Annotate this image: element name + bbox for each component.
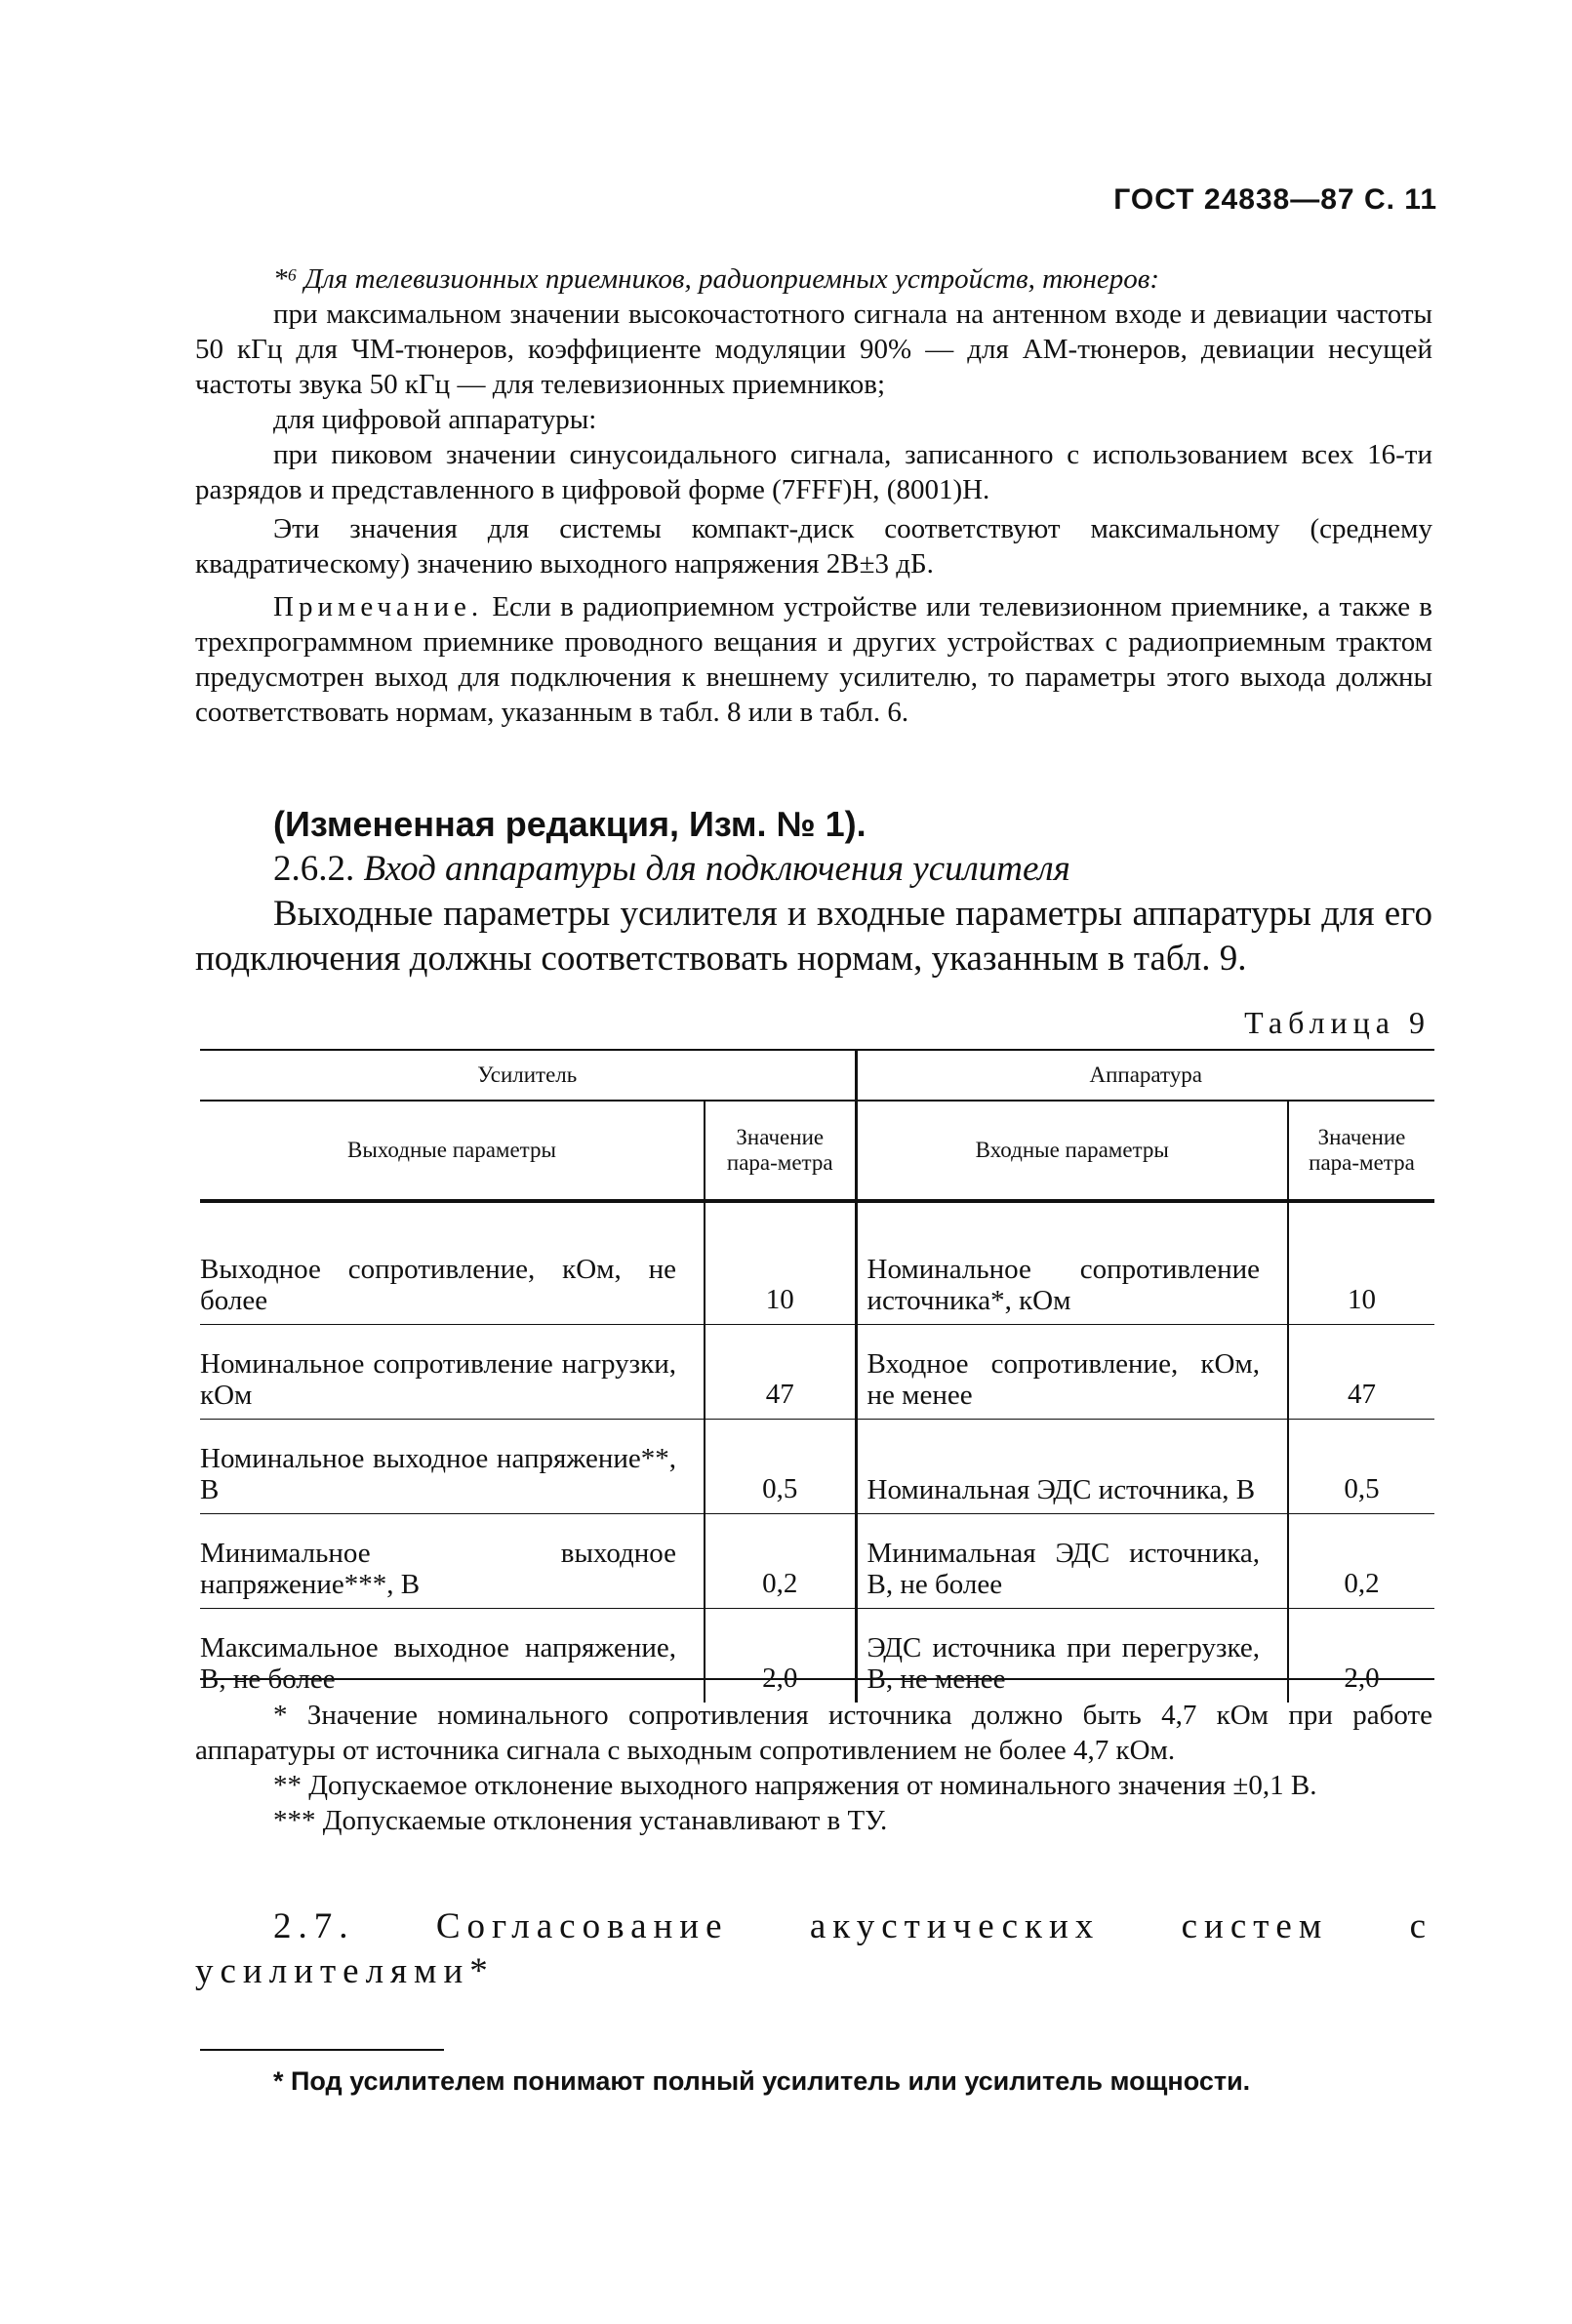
table-row bbox=[200, 1514, 1434, 1609]
note6-paragraph-3: Эти значения для системы компакт-диск соответствуют максимальному (среднему квадратическому) значению выходного напряжения 2B±3 дБ. bbox=[195, 513, 1432, 580]
section-title: Вход аппаратуры для подключения усилителя bbox=[363, 849, 1070, 889]
table-caption: Таблица 9 bbox=[1244, 1005, 1431, 1040]
output-param: Номинальное выходное напряжение**, В bbox=[200, 1420, 705, 1514]
note-paragraph bbox=[195, 589, 1432, 730]
table-row bbox=[200, 1230, 1434, 1325]
footnote-rule bbox=[200, 2049, 444, 2051]
input-value: 2,0 bbox=[1344, 1663, 1380, 1694]
section-block bbox=[195, 802, 1432, 982]
table-row bbox=[200, 1420, 1434, 1514]
table-footnotes bbox=[195, 1698, 1432, 1838]
output-value: 10 bbox=[705, 1230, 856, 1325]
page-header: ГОСТ 24838—87 С. 11 bbox=[1113, 183, 1437, 216]
output-value: 47 bbox=[705, 1325, 856, 1420]
note6-paragraph-2: при пиковом значении синусоидального сигнала, записанного с использованием всех 16-ти разрядов и представленного в цифровой форме (7FFF)H, (8001)H. bbox=[195, 439, 1432, 505]
page-footnote-block bbox=[195, 2064, 1432, 2099]
output-param: Номинальное сопротивление нагрузки, кОм bbox=[200, 1325, 705, 1420]
section-text: Выходные параметры усилителя и входные параметры аппаратуры для его подключения должны соответствовать нормам, указанным в табл. 9. bbox=[195, 894, 1432, 979]
output-param: Выходное сопротивление, кОм, не более bbox=[200, 1230, 705, 1325]
col-header-value-right: Значение пара-метра bbox=[1288, 1101, 1434, 1201]
table-9 bbox=[200, 1049, 1434, 1703]
input-value: 47 bbox=[1288, 1325, 1434, 1420]
input-param: Входное сопротивление, кОм, не менее bbox=[856, 1325, 1288, 1420]
output-value: 0,5 bbox=[705, 1420, 856, 1514]
input-value: 0,2 bbox=[1288, 1514, 1434, 1609]
note-text: Если в радиоприемном устройстве или телевизионном приемнике, а также в трехпрограммном приемнике проводного вещания и других устройствах с радиоприемным трактом предусмотрен выход для подключения к внешнему усилителю, то параметры этого выхода должны соответствовать нормам, указанным в табл. 8 или в табл. 6. bbox=[195, 591, 1432, 728]
input-value: 10 bbox=[1288, 1230, 1434, 1325]
table-bottom-rule bbox=[200, 1678, 1434, 1680]
col-header-output-params: Выходные параметры bbox=[200, 1101, 705, 1201]
group-header-apparatus: Аппаратура bbox=[856, 1050, 1434, 1101]
note6-intro: *⁶ Для телевизионных приемников, радиоприемных устройств, тюнеров: bbox=[273, 263, 1159, 295]
input-param: Номинальное сопротивление источника*, кОм bbox=[856, 1230, 1288, 1325]
output-param: Максимальное выходное напряжение, В, не более bbox=[200, 1609, 705, 1703]
note6-paragraph-1: при максимальном значении высокочастотного сигнала на антенном входе и девиации частоты 50 кГц для ЧМ-тюнеров, коэффициенте модуляции 90% — для АМ-тюнеров, девиации несущей частоты звука 50 кГц — для телевизионных приемников; bbox=[195, 299, 1432, 400]
section-number: 2.6.2. bbox=[273, 849, 355, 889]
section-27 bbox=[195, 1904, 1432, 1994]
footnote-1: * Значение номинального сопротивления источника должно быть 4,7 кОм при работе аппаратуры от источника сигнала с выходным сопротивлением не более 4,7 кОм. bbox=[195, 1700, 1432, 1766]
footnote-2: ** Допускаемое отклонение выходного напряжения от номинального значения ±0,1 В. bbox=[273, 1770, 1317, 1801]
output-param: Минимальное выходное напряжение***, В bbox=[200, 1514, 705, 1609]
note-label: Примечание. bbox=[273, 591, 484, 622]
note6-block bbox=[195, 261, 1432, 730]
input-value: 0,5 bbox=[1288, 1420, 1434, 1514]
output-value: 0,2 bbox=[705, 1514, 856, 1609]
section-27-title: 2.7. Согласование акустических систем с усилителями* bbox=[195, 1906, 1432, 1991]
table-row bbox=[200, 1609, 1434, 1703]
output-value: 2,0 bbox=[705, 1609, 856, 1703]
col-header-input-params: Входные параметры bbox=[856, 1101, 1288, 1201]
input-param: ЭДС источника при перегрузке, В, не менее bbox=[856, 1609, 1288, 1703]
revision-note: (Измененная редакция, Изм. № 1). bbox=[273, 804, 867, 844]
input-param: Номинальная ЭДС источника, В bbox=[856, 1420, 1288, 1514]
page-footnote: * Под усилителем понимают полный усилитель или усилитель мощности. bbox=[273, 2066, 1251, 2096]
section-heading bbox=[195, 847, 1432, 892]
group-header-amplifier: Усилитель bbox=[200, 1050, 856, 1101]
note6-digital-label: для цифровой аппаратуры: bbox=[273, 404, 597, 435]
table-row bbox=[200, 1325, 1434, 1420]
col-header-value-left: Значение пара-метра bbox=[705, 1101, 856, 1201]
footnote-3: *** Допускаемые отклонения устанавливают в ТУ. bbox=[273, 1805, 888, 1836]
input-param: Минимальная ЭДС источника, В, не более bbox=[856, 1514, 1288, 1609]
